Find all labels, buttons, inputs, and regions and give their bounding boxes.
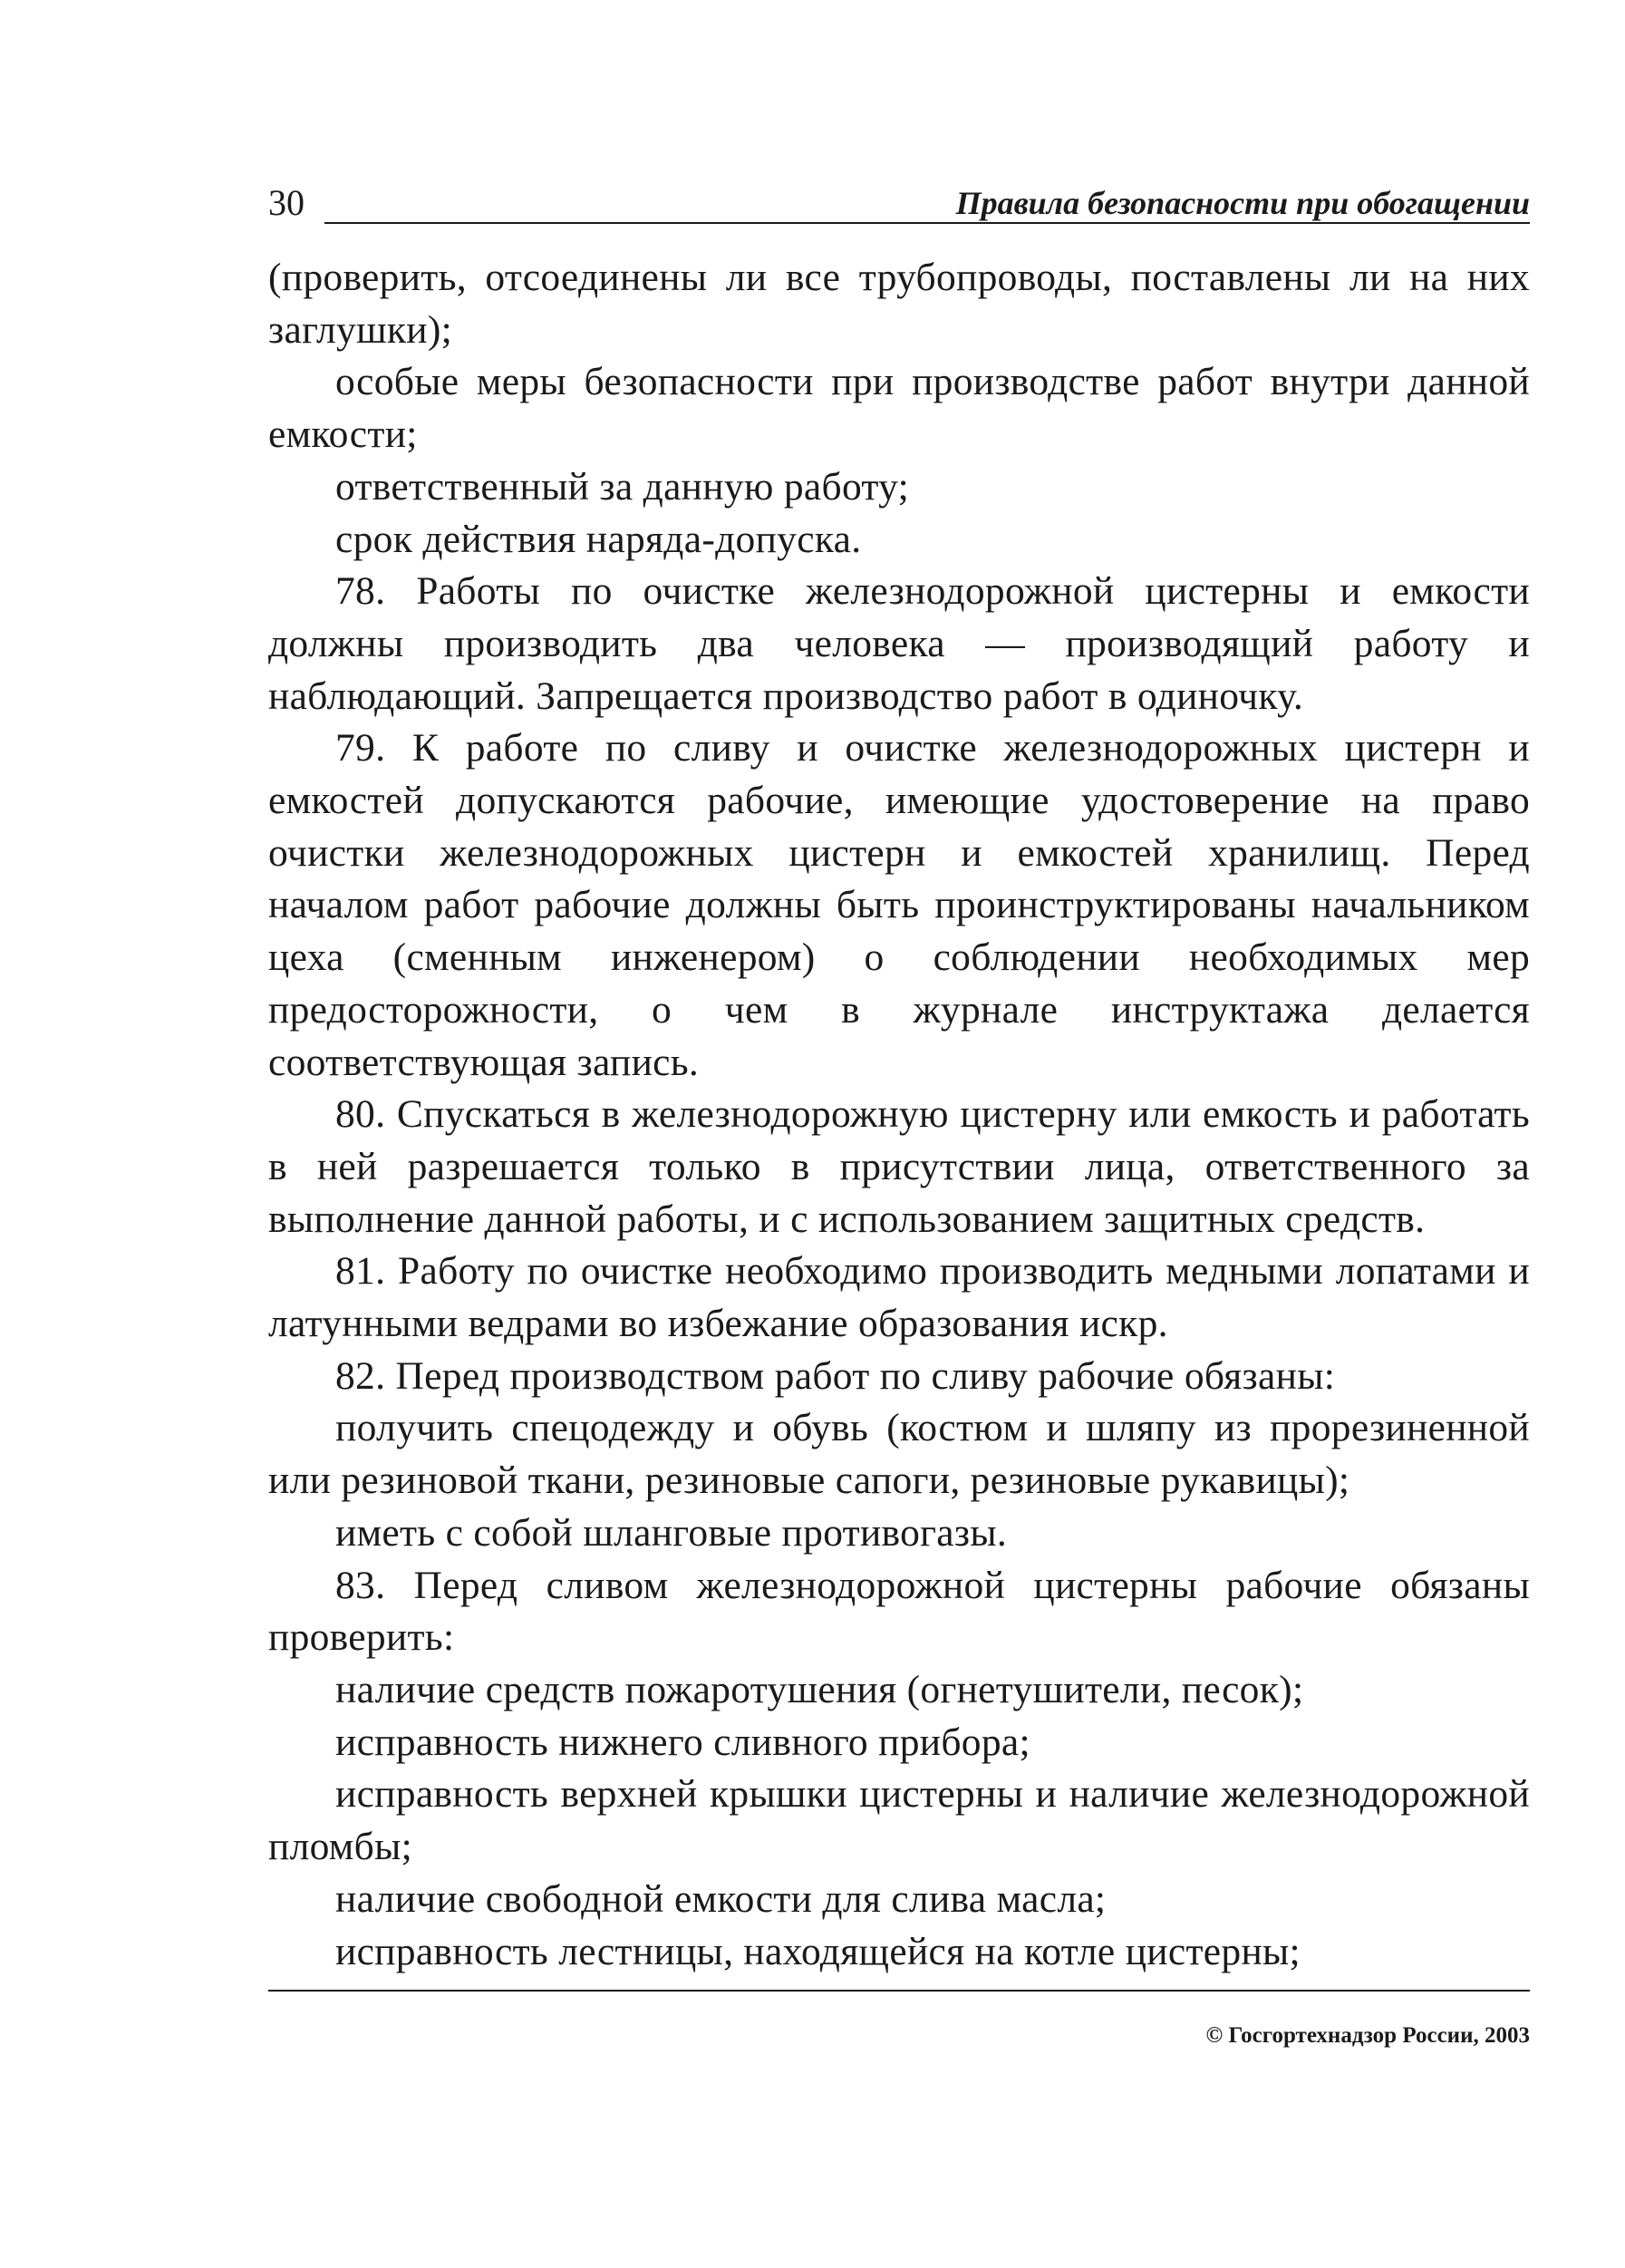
page-number: 30: [268, 182, 305, 223]
paragraph: 79. К работе по сливу и очистке железнодорожных цистерн и емкостей допускаются рабочие, имеющие удостоверение на право очистки железнодорожных цистерн и емкостей хранилищ. Перед началом работ рабочие должны быть проинструктированы начальником цеха (сменным инженером) о соблюдении необходимых мер предосторожности, о чем в журнале инструктажа делается соответствующая запись.: [268, 726, 1530, 1084]
paragraph: 83. Перед сливом железнодорожной цистерны рабочие обязаны проверить:: [268, 1563, 1530, 1660]
paragraph: ответственный за данную работу;: [335, 464, 910, 509]
paragraph: срок действия наряда-допуска.: [335, 517, 862, 561]
paragraph: наличие свободной емкости для слива масла;: [335, 1876, 1107, 1921]
running-title: Правила безопасности при обогащении: [955, 185, 1530, 221]
footer-rule: [268, 1990, 1530, 1992]
copyright-notice: © Госгортехнадзор России, 2003: [1205, 2023, 1530, 2048]
paragraph: иметь с собой шланговые противогазы.: [335, 1510, 1008, 1555]
paragraph: 82. Перед производством работ по сливу рабочие обязаны:: [335, 1353, 1336, 1398]
paragraph: 81. Работу по очистке необходимо производить медными лопатами и латунными ведрами во избежание образования искр.: [268, 1249, 1530, 1346]
paragraph: особые меры безопасности при производстве работ внутри данной емкости;: [268, 360, 1530, 457]
paragraph: 78. Работы по очистке железнодорожной цистерны и емкости должны производить два человека — производящий работу и наблюдающий. Запрещается производство работ в одиночку.: [268, 569, 1530, 718]
paragraph: получить спецодежду и обувь (костюм и шляпу из прорезиненной или резиновой ткани, резиновые сапоги, резиновые рукавицы);: [268, 1406, 1530, 1503]
body-text: [268, 252, 1530, 1978]
paragraph: исправность нижнего сливного прибора;: [335, 1720, 1030, 1764]
paragraph: исправность верхней крышки цистерны и наличие железнодорожной пломбы;: [268, 1772, 1530, 1869]
paragraph: наличие средств пожаротушения (огнетушители, песок);: [335, 1667, 1304, 1711]
paragraph: (проверить, отсоединены ли все трубопроводы, поставлены ли на них заглушки);: [268, 256, 1530, 352]
running-head: [268, 178, 1530, 228]
paragraph: 80. Спускаться в железнодорожную цистерну или емкость и работать в ней разрешается только в присутствии лица, ответственного за выполнение данной работы, и с использованием защитных средств.: [268, 1092, 1530, 1241]
paragraph: исправность лестницы, находящейся на котле цистерны;: [335, 1929, 1301, 1973]
